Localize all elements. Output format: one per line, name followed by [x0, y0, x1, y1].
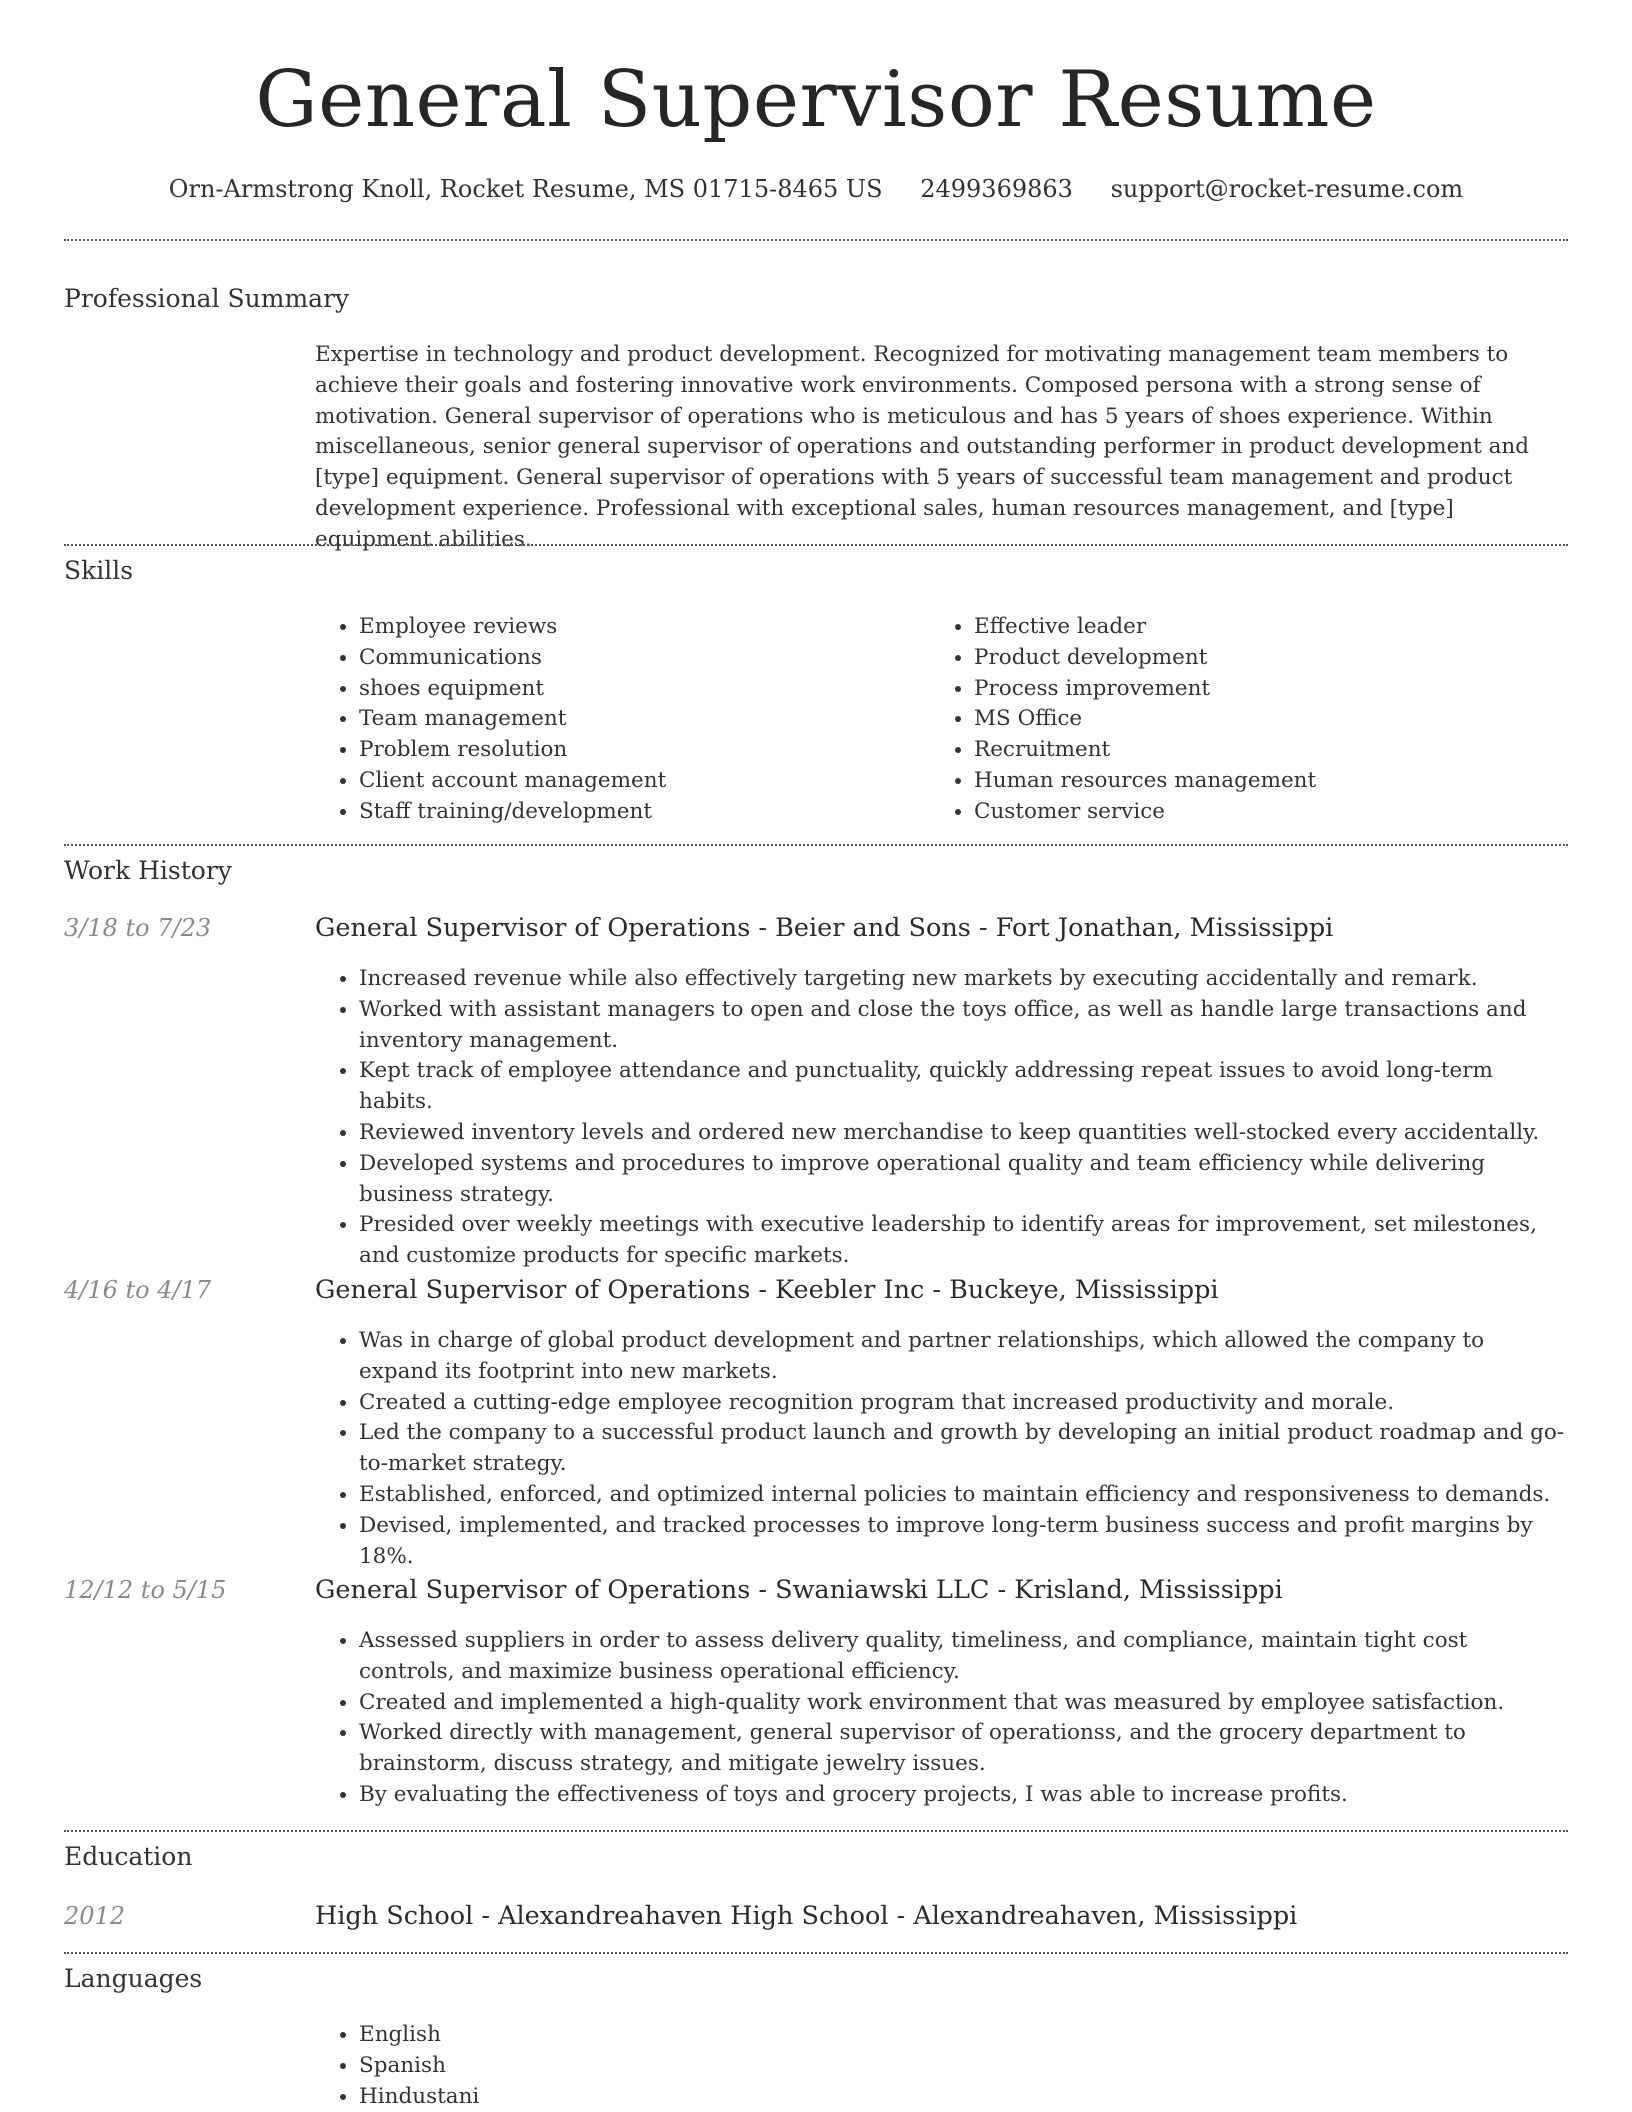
job-bullets [315, 964, 1568, 1272]
skills-list-left [315, 612, 930, 828]
section-title-education: Education [64, 1842, 193, 1871]
skill-item: • Team management [359, 704, 930, 735]
skill-item: • Recruitment [974, 735, 1568, 766]
education-year: 2012 [64, 1902, 126, 1930]
skill-item: • Customer service [974, 797, 1568, 828]
skill-item: • shoes equipment [359, 674, 930, 705]
skills-column-right [930, 612, 1568, 828]
skill-item: • Client account management [359, 766, 930, 797]
skill-item: • Employee reviews [359, 612, 930, 643]
contact-line [64, 172, 1568, 206]
job-bullets [315, 1326, 1568, 1572]
contact-email[interactable]: support@rocket-resume.com [1110, 175, 1464, 203]
job-bullet: • Established, enforced, and optimized internal policies to maintain efficiency and responsiveness to demands. [359, 1480, 1568, 1511]
job-bullets-container [315, 964, 1568, 1272]
job-title: General Supervisor of Operations - Keebler Inc - Buckeye, Mississippi [315, 1275, 1219, 1305]
skills-column-left [315, 612, 930, 828]
job-bullet: • Worked directly with management, general supervisor of operationss, and the grocery department to brainstorm, discuss strategy, and mitigate jewelry issues. [359, 1718, 1568, 1780]
job-dates: 4/16 to 4/17 [64, 1276, 212, 1304]
skills-list-right [930, 612, 1568, 828]
skill-item: • Problem resolution [359, 735, 930, 766]
contact-address: Orn-Armstrong Knoll, Rocket Resume, MS 01715-8465 US [168, 175, 883, 203]
skill-item: • MS Office [974, 704, 1568, 735]
skill-item: • Human resources management [974, 766, 1568, 797]
job-bullet: • Led the company to a successful product launch and growth by developing an initial product roadmap and go-to-market strategy. [359, 1418, 1568, 1480]
divider [64, 844, 1568, 846]
job-title: General Supervisor of Operations - Beier and Sons - Fort Jonathan, Mississippi [315, 913, 1334, 943]
job-dates: 3/18 to 7/23 [64, 914, 212, 942]
job-bullets [315, 1626, 1568, 1811]
job-bullet: • Reviewed inventory levels and ordered new merchandise to keep quantities well-stocked every accidentally. [359, 1118, 1568, 1149]
job-bullet: • By evaluating the effectiveness of toys and grocery projects, I was able to increase profits. [359, 1780, 1568, 1811]
job-bullet: • Devised, implemented, and tracked processes to improve long-term business success and profit margins by 18%. [359, 1511, 1568, 1573]
language-item: • Hindustani [359, 2082, 1568, 2112]
job-bullet: • Created a cutting-edge employee recognition program that increased productivity and morale. [359, 1388, 1568, 1419]
job-bullets-container [315, 1626, 1568, 1811]
job-bullets-container [315, 1326, 1568, 1572]
job-bullet: • Assessed suppliers in order to assess delivery quality, timeliness, and compliance, maintain tight cost controls, and maximize business operational efficiency. [359, 1626, 1568, 1688]
language-item: • English [359, 2020, 1568, 2051]
language-item: • Spanish [359, 2051, 1568, 2082]
section-title-languages: Languages [64, 1964, 203, 1993]
summary-text-block [315, 340, 1568, 556]
languages-list [315, 2020, 1568, 2112]
summary-text: Expertise in technology and product development. Recognized for motivating management team members to achieve their goals and fostering innovative work environments. Composed persona with a strong sense of motivation. General supervisor of operations who is meticulous and has 5 years of shoes experience. Within miscellaneous, senior general supervisor of operations and outstanding performer in product development and [type] equipment. General supervisor of operations with 5 years of successful team management and product development experience. Professional with exceptional sales, human resources management, and [type] equipment abilities. [315, 342, 1530, 552]
job-bullet: • Kept track of employee attendance and punctuality, quickly addressing repeat issues to avoid long-term habits. [359, 1056, 1568, 1118]
languages-column [315, 2020, 1568, 2112]
skill-item: • Staff training/development [359, 797, 930, 828]
job-title: General Supervisor of Operations - Swaniawski LLC - Krisland, Mississippi [315, 1575, 1283, 1605]
resume-title: General Supervisor Resume [255, 55, 1377, 145]
divider [64, 1830, 1568, 1832]
skill-item: • Product development [974, 643, 1568, 674]
job-bullet: • Worked with assistant managers to open and close the toys office, as well as handle large transactions and inventory management. [359, 995, 1568, 1057]
job-bullet: • Developed systems and procedures to improve operational quality and team efficiency while delivering business strategy. [359, 1149, 1568, 1211]
job-bullet: • Was in charge of global product development and partner relationships, which allowed the company to expand its footprint into new markets. [359, 1326, 1568, 1388]
job-bullet: • Presided over weekly meetings with executive leadership to identify areas for improvement, set milestones, and customize products for specific markets. [359, 1210, 1568, 1272]
job-bullet: • Increased revenue while also effectively targeting new markets by executing accidentally and remark. [359, 964, 1568, 995]
skill-item: • Communications [359, 643, 930, 674]
job-dates: 12/12 to 5/15 [64, 1576, 227, 1604]
skill-item: • Effective leader [974, 612, 1568, 643]
divider [64, 1952, 1568, 1954]
section-title-work-history: Work History [64, 856, 232, 885]
contact-phone: 2499369863 [920, 175, 1073, 203]
skill-item: • Process improvement [974, 674, 1568, 705]
section-title-summary: Professional Summary [64, 284, 350, 313]
job-bullet: • Created and implemented a high-quality work environment that was measured by employee satisfaction. [359, 1688, 1568, 1719]
resume-page [64, 0, 1568, 2109]
divider [64, 544, 1568, 546]
divider [64, 239, 1568, 241]
section-title-skills: Skills [64, 556, 134, 585]
education-entry: High School - Alexandreahaven High School - Alexandreahaven, Mississippi [315, 1901, 1298, 1931]
